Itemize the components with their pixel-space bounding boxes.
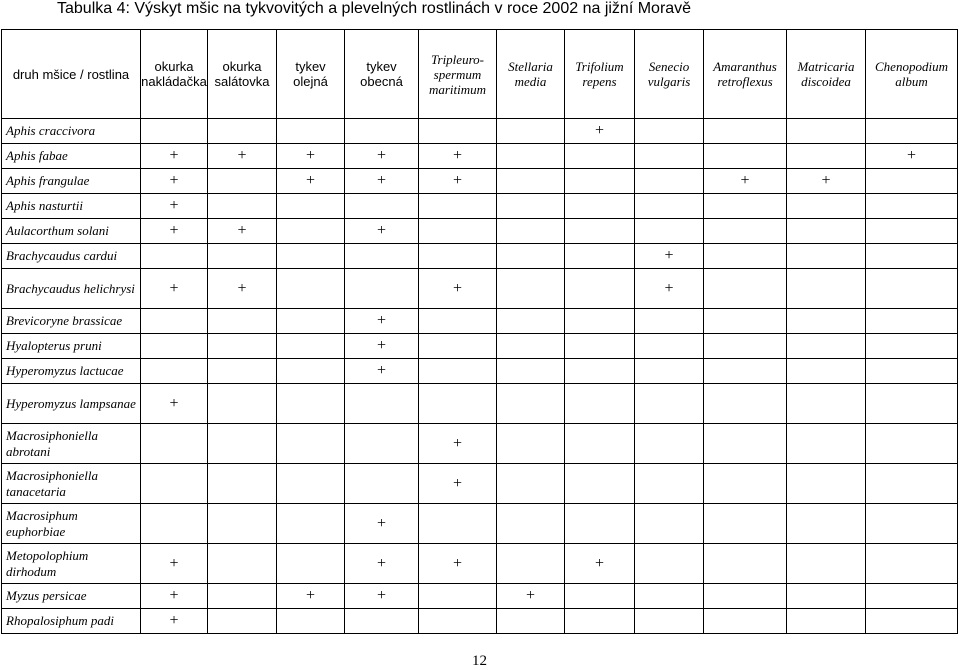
occurrence-cell — [635, 384, 704, 424]
occurrence-cell — [787, 194, 866, 219]
occurrence-cell — [565, 194, 635, 219]
table-row — [2, 334, 958, 359]
table-row — [2, 359, 958, 384]
occurrence-cell — [497, 334, 565, 359]
occurrence-cell — [497, 309, 565, 334]
occurrence-cell — [497, 544, 565, 584]
occurrence-cell — [787, 219, 866, 244]
occurrence-cell — [704, 269, 787, 309]
table-row — [2, 144, 958, 169]
occurrence-cell — [277, 424, 345, 464]
occurrence-cell — [141, 359, 208, 384]
occurrence-cell: + — [787, 169, 866, 194]
occurrence-cell — [419, 244, 497, 269]
occurrence-cell — [565, 359, 635, 384]
occurrence-cell — [565, 244, 635, 269]
occurrence-cell — [419, 219, 497, 244]
occurrence-cell — [787, 334, 866, 359]
header-row — [2, 30, 958, 119]
occurrence-cell: + — [141, 144, 208, 169]
occurrence-cell — [208, 609, 277, 634]
occurrence-cell — [419, 384, 497, 424]
occurrence-cell — [787, 309, 866, 334]
occurrence-cell — [497, 384, 565, 424]
table-row — [2, 119, 958, 144]
occurrence-cell — [635, 194, 704, 219]
occurrence-cell — [704, 144, 787, 169]
occurrence-cell — [208, 464, 277, 504]
occurrence-cell: + — [345, 219, 419, 244]
occurrence-cell — [277, 269, 345, 309]
occurrence-cell — [497, 424, 565, 464]
occurrence-cell — [866, 584, 958, 609]
occurrence-cell — [704, 544, 787, 584]
page-number: 12 — [472, 653, 487, 669]
occurrence-cell — [277, 504, 345, 544]
occurrence-cell — [277, 219, 345, 244]
occurrence-cell: + — [345, 359, 419, 384]
table-row — [2, 194, 958, 219]
occurrence-cell — [345, 464, 419, 504]
species-name: Aphis frangulae — [2, 169, 141, 194]
occurrence-cell — [866, 384, 958, 424]
occurrence-cell: + — [704, 169, 787, 194]
occurrence-cell — [704, 119, 787, 144]
table-row — [2, 169, 958, 194]
occurrence-cell — [419, 584, 497, 609]
table-row — [2, 424, 958, 464]
occurrence-cell — [141, 334, 208, 359]
species-name: Macrosiphum euphorbiae — [2, 504, 141, 544]
occurrence-cell — [635, 144, 704, 169]
occurrence-cell — [565, 584, 635, 609]
occurrence-cell — [208, 359, 277, 384]
occurrence-cell — [497, 119, 565, 144]
occurrence-cell — [866, 334, 958, 359]
occurrence-cell — [787, 464, 866, 504]
occurrence-cell — [704, 384, 787, 424]
species-name: Macrosiphoniella tanacetaria — [2, 464, 141, 504]
occurrence-cell — [277, 384, 345, 424]
occurrence-cell — [787, 424, 866, 464]
occurrence-cell — [866, 119, 958, 144]
occurrence-cell — [787, 609, 866, 634]
occurrence-cell — [866, 424, 958, 464]
occurrence-cell — [277, 359, 345, 384]
species-name: Hyperomyzus lampsanae — [2, 384, 141, 424]
occurrence-cell — [141, 309, 208, 334]
occurrence-cell — [787, 359, 866, 384]
occurrence-cell — [565, 144, 635, 169]
table-row — [2, 464, 958, 504]
occurrence-cell: + — [141, 194, 208, 219]
occurrence-cell — [565, 309, 635, 334]
occurrence-cell — [208, 424, 277, 464]
occurrence-cell: + — [277, 584, 345, 609]
occurrence-cell: + — [635, 244, 704, 269]
occurrence-cell — [208, 584, 277, 609]
occurrence-cell — [635, 464, 704, 504]
occurrence-cell — [497, 219, 565, 244]
occurrence-cell — [787, 119, 866, 144]
occurrence-cell — [866, 269, 958, 309]
occurrence-cell — [345, 424, 419, 464]
table-row — [2, 584, 958, 609]
species-name: Myzus persicae — [2, 584, 141, 609]
occurrence-cell: + — [419, 144, 497, 169]
occurrence-cell: + — [141, 269, 208, 309]
occurrence-cell — [419, 309, 497, 334]
header-plant: tykev obecná — [345, 30, 419, 119]
occurrence-cell — [497, 464, 565, 504]
occurrence-cell: + — [141, 609, 208, 634]
occurrence-cell — [419, 609, 497, 634]
species-name: Hyperomyzus lactucae — [2, 359, 141, 384]
occurrence-cell — [345, 609, 419, 634]
occurrence-cell — [277, 544, 345, 584]
occurrence-cell — [565, 219, 635, 244]
occurrence-cell — [565, 504, 635, 544]
occurrence-cell — [208, 334, 277, 359]
occurrence-cell — [866, 504, 958, 544]
species-name: Macrosiphoniella abrotani — [2, 424, 141, 464]
occurrence-cell — [345, 119, 419, 144]
occurrence-cell — [497, 244, 565, 269]
occurrence-cell: + — [141, 219, 208, 244]
table-row — [2, 269, 958, 309]
occurrence-cell — [345, 244, 419, 269]
occurrence-cell — [419, 359, 497, 384]
occurrence-cell — [419, 119, 497, 144]
occurrence-cell — [866, 194, 958, 219]
occurrence-cell: + — [141, 584, 208, 609]
occurrence-cell — [497, 609, 565, 634]
occurrence-cell — [497, 144, 565, 169]
occurrence-cell — [704, 334, 787, 359]
species-name: Brevicoryne brassicae — [2, 309, 141, 334]
occurrence-cell: + — [565, 544, 635, 584]
occurrence-cell — [208, 194, 277, 219]
occurrence-cell: + — [419, 424, 497, 464]
header-plant: Stellaria media — [497, 30, 565, 119]
occurrence-cell — [635, 119, 704, 144]
occurrence-cell — [497, 269, 565, 309]
occurrence-cell: + — [419, 544, 497, 584]
occurrence-cell: + — [345, 504, 419, 544]
occurrence-cell: + — [345, 584, 419, 609]
species-name: Hyalopterus pruni — [2, 334, 141, 359]
occurrence-cell — [208, 309, 277, 334]
occurrence-cell — [635, 504, 704, 544]
species-name: Brachycaudus helichrysi — [2, 269, 141, 309]
occurrence-cell — [208, 244, 277, 269]
occurrence-cell — [565, 609, 635, 634]
header-plant: okurka salátovka — [208, 30, 277, 119]
header-species-plant: druh mšice / rostlina — [2, 30, 141, 119]
occurrence-cell — [141, 424, 208, 464]
occurrence-cell — [497, 169, 565, 194]
occurrence-cell: + — [141, 544, 208, 584]
occurrence-cell — [635, 219, 704, 244]
occurrence-cell — [704, 309, 787, 334]
occurrence-cell — [345, 384, 419, 424]
occurrence-cell — [208, 384, 277, 424]
occurrence-cell: + — [345, 309, 419, 334]
occurrence-cell — [497, 359, 565, 384]
table-row — [2, 219, 958, 244]
occurrence-cell — [787, 504, 866, 544]
occurrence-cell: + — [345, 544, 419, 584]
occurrence-cell — [866, 169, 958, 194]
occurrence-cell — [866, 244, 958, 269]
species-name: Rhopalosiphum padi — [2, 609, 141, 634]
species-name: Aphis nasturtii — [2, 194, 141, 219]
header-plant: Matricaria discoidea — [787, 30, 866, 119]
occurrence-cell — [208, 544, 277, 584]
occurrence-cell: + — [635, 269, 704, 309]
occurrence-cell — [635, 609, 704, 634]
occurrence-cell — [635, 584, 704, 609]
occurrence-cell — [787, 544, 866, 584]
occurrence-cell — [704, 359, 787, 384]
occurrence-cell: + — [497, 584, 565, 609]
occurrence-cell: + — [208, 144, 277, 169]
occurrence-cell — [497, 504, 565, 544]
header-plant: okurka nakládačka — [141, 30, 208, 119]
occurrence-cell — [277, 244, 345, 269]
occurrence-cell — [787, 269, 866, 309]
occurrence-cell — [277, 609, 345, 634]
occurrence-cell — [704, 504, 787, 544]
occurrence-cell: + — [345, 144, 419, 169]
occurrence-cell — [704, 584, 787, 609]
occurrence-cell: + — [419, 169, 497, 194]
occurrence-cell — [565, 169, 635, 194]
occurrence-cell — [277, 119, 345, 144]
occurrence-cell — [277, 309, 345, 334]
occurrence-cell: + — [277, 169, 345, 194]
occurrence-cell — [704, 464, 787, 504]
occurrence-cell — [866, 309, 958, 334]
occurrence-cell — [565, 424, 635, 464]
occurrence-cell: + — [419, 464, 497, 504]
occurrence-cell — [704, 194, 787, 219]
occurrence-cell — [141, 119, 208, 144]
table-row — [2, 544, 958, 584]
occurrence-cell — [565, 384, 635, 424]
header-plant: Tripleuro-spermum maritimum — [419, 30, 497, 119]
occurrence-cell — [208, 504, 277, 544]
occurrence-cell — [345, 194, 419, 219]
occurrence-cell — [866, 219, 958, 244]
occurrence-cell: + — [277, 144, 345, 169]
occurrence-cell — [277, 464, 345, 504]
species-name: Aphis fabae — [2, 144, 141, 169]
species-name: Metopolophium dirhodum — [2, 544, 141, 584]
occurrence-cell — [866, 609, 958, 634]
header-plant: Senecio vulgaris — [635, 30, 704, 119]
occurrence-cell — [277, 334, 345, 359]
species-name: Aulacorthum solani — [2, 219, 141, 244]
occurrence-cell: + — [345, 334, 419, 359]
aphid-occurrence-table — [1, 29, 958, 634]
occurrence-cell — [866, 544, 958, 584]
occurrence-cell — [497, 194, 565, 219]
table-row — [2, 309, 958, 334]
occurrence-cell — [141, 244, 208, 269]
occurrence-cell — [635, 334, 704, 359]
occurrence-cell — [635, 169, 704, 194]
occurrence-cell: + — [419, 269, 497, 309]
occurrence-cell — [208, 169, 277, 194]
occurrence-cell — [866, 359, 958, 384]
table-row — [2, 609, 958, 634]
occurrence-cell: + — [345, 169, 419, 194]
occurrence-cell — [565, 269, 635, 309]
header-plant: Chenopodium album — [866, 30, 958, 119]
occurrence-cell — [141, 464, 208, 504]
occurrence-cell — [635, 424, 704, 464]
occurrence-cell: + — [141, 169, 208, 194]
header-plant: Amaranthus retroflexus — [704, 30, 787, 119]
species-name: Aphis craccivora — [2, 119, 141, 144]
occurrence-cell — [345, 269, 419, 309]
header-plant: tykev olejná — [277, 30, 345, 119]
table-row — [2, 384, 958, 424]
table-row — [2, 504, 958, 544]
occurrence-cell — [787, 384, 866, 424]
occurrence-cell: + — [565, 119, 635, 144]
table-body — [2, 119, 958, 634]
table-row — [2, 244, 958, 269]
occurrence-cell — [787, 244, 866, 269]
occurrence-cell — [704, 219, 787, 244]
header-plant: Trifolium repens — [565, 30, 635, 119]
occurrence-cell: + — [141, 384, 208, 424]
occurrence-cell — [866, 464, 958, 504]
occurrence-cell — [277, 194, 345, 219]
occurrence-cell — [787, 144, 866, 169]
occurrence-cell: + — [866, 144, 958, 169]
occurrence-cell — [787, 584, 866, 609]
occurrence-cell — [704, 609, 787, 634]
occurrence-cell — [704, 424, 787, 464]
occurrence-cell — [208, 119, 277, 144]
species-name: Brachycaudus cardui — [2, 244, 141, 269]
occurrence-cell — [141, 504, 208, 544]
occurrence-cell — [419, 334, 497, 359]
occurrence-cell — [635, 359, 704, 384]
occurrence-cell — [419, 194, 497, 219]
occurrence-cell — [565, 464, 635, 504]
occurrence-cell: + — [208, 269, 277, 309]
table-caption: Tabulka 4: Výskyt mšic na tykvovitých a plevelných rostlinách v roce 2002 na jižní Moravě — [57, 0, 692, 17]
occurrence-cell — [565, 334, 635, 359]
occurrence-cell — [419, 504, 497, 544]
occurrence-cell — [704, 244, 787, 269]
occurrence-cell — [635, 544, 704, 584]
occurrence-cell — [635, 309, 704, 334]
occurrence-cell: + — [208, 219, 277, 244]
